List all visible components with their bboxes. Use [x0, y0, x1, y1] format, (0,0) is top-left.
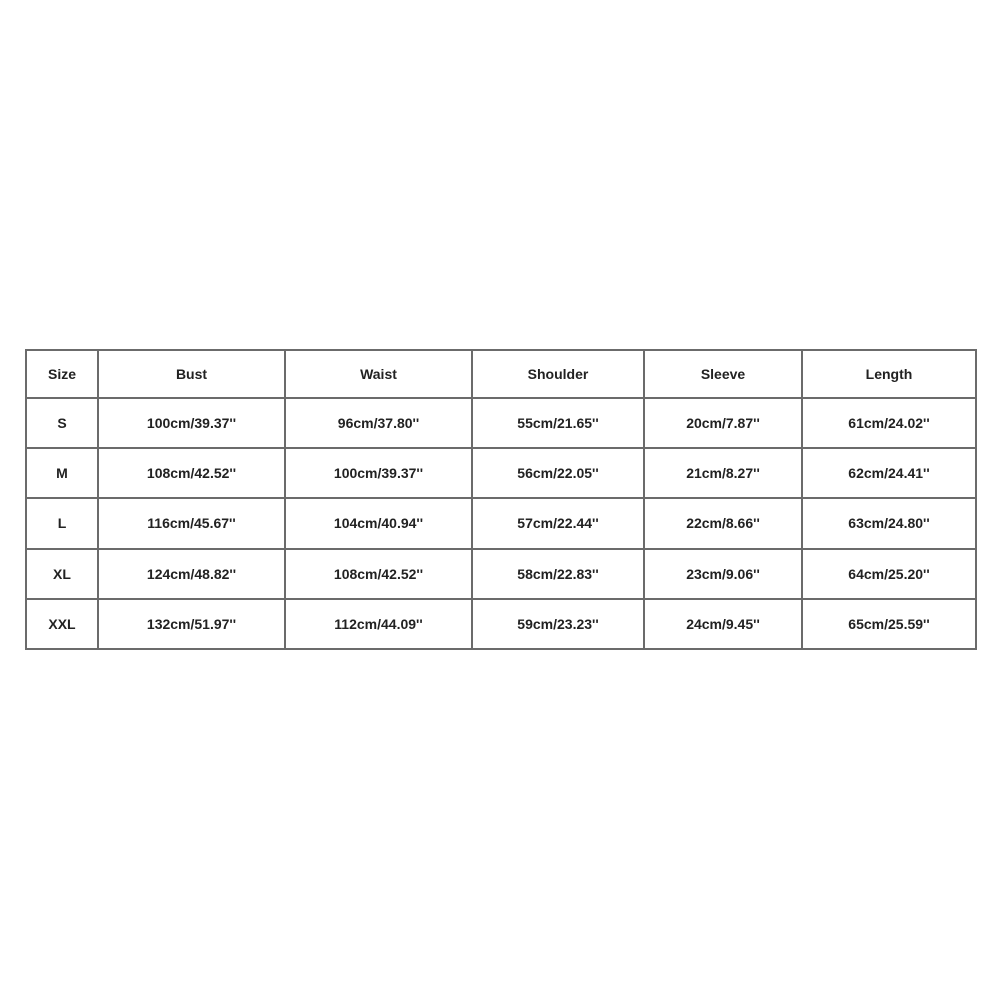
cell-sleeve: 23cm/9.06'' [644, 549, 802, 599]
cell-shoulder: 58cm/22.83'' [472, 549, 644, 599]
cell-waist: 100cm/39.37'' [285, 448, 472, 498]
table-header-row [26, 350, 976, 398]
cell-sleeve: 24cm/9.45'' [644, 599, 802, 649]
cell-size: S [26, 398, 98, 448]
header-waist: Waist [285, 350, 472, 398]
cell-shoulder: 57cm/22.44'' [472, 498, 644, 548]
cell-shoulder: 56cm/22.05'' [472, 448, 644, 498]
header-bust: Bust [98, 350, 285, 398]
cell-bust: 108cm/42.52'' [98, 448, 285, 498]
cell-bust: 116cm/45.67'' [98, 498, 285, 548]
cell-shoulder: 59cm/23.23'' [472, 599, 644, 649]
header-length: Length [802, 350, 976, 398]
table-row [26, 398, 976, 448]
cell-waist: 112cm/44.09'' [285, 599, 472, 649]
table-row [26, 498, 976, 548]
cell-waist: 108cm/42.52'' [285, 549, 472, 599]
cell-length: 64cm/25.20'' [802, 549, 976, 599]
cell-length: 62cm/24.41'' [802, 448, 976, 498]
header-sleeve: Sleeve [644, 350, 802, 398]
cell-length: 61cm/24.02'' [802, 398, 976, 448]
cell-size: L [26, 498, 98, 548]
table-row [26, 448, 976, 498]
cell-waist: 96cm/37.80'' [285, 398, 472, 448]
cell-length: 63cm/24.80'' [802, 498, 976, 548]
cell-size: XL [26, 549, 98, 599]
size-chart-table [25, 349, 977, 650]
header-shoulder: Shoulder [472, 350, 644, 398]
cell-length: 65cm/25.59'' [802, 599, 976, 649]
cell-waist: 104cm/40.94'' [285, 498, 472, 548]
cell-size: XXL [26, 599, 98, 649]
cell-shoulder: 55cm/21.65'' [472, 398, 644, 448]
cell-sleeve: 20cm/7.87'' [644, 398, 802, 448]
cell-sleeve: 21cm/8.27'' [644, 448, 802, 498]
cell-bust: 100cm/39.37'' [98, 398, 285, 448]
table-row [26, 599, 976, 649]
table-row [26, 549, 976, 599]
cell-bust: 124cm/48.82'' [98, 549, 285, 599]
cell-size: M [26, 448, 98, 498]
cell-bust: 132cm/51.97'' [98, 599, 285, 649]
header-size: Size [26, 350, 98, 398]
cell-sleeve: 22cm/8.66'' [644, 498, 802, 548]
